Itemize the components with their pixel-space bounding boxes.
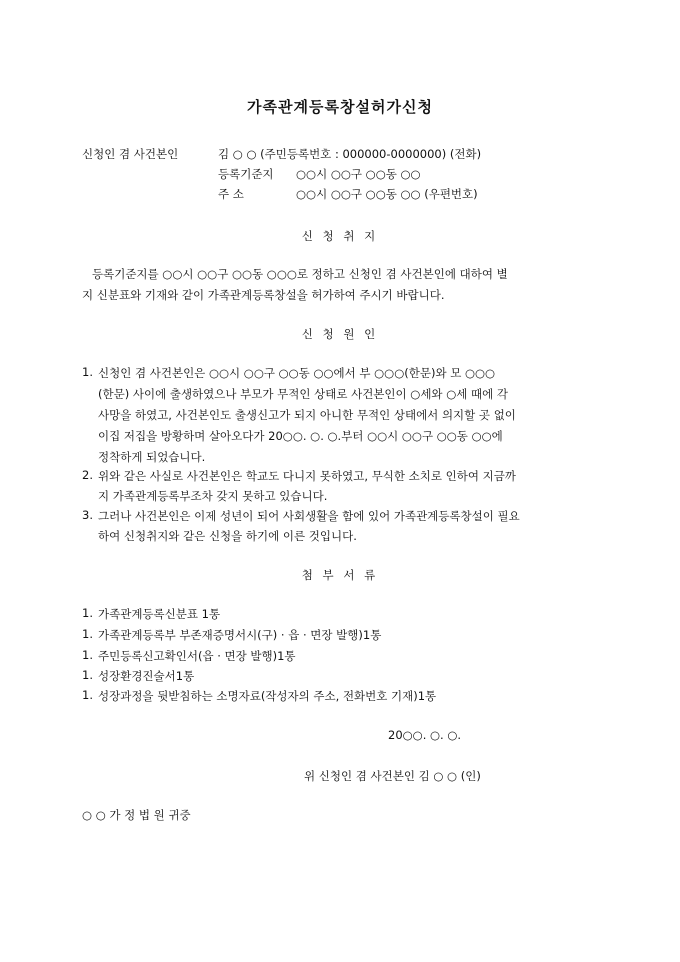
- applicant-name-line: 김 ○ ○ (주민등록번호 : 000000-0000000) (전화): [218, 147, 482, 161]
- cause-item-line: 그러나 사건본인은 이제 성년이 되어 사회생활을 함에 있어 가족관계등록창설이 필요: [98, 509, 520, 523]
- purpose-line-2: 지 신분표와 기재와 같이 가족관계등록창설을 허가하여 주시기 바랍니다.: [82, 288, 445, 302]
- cause-item-line: (한문) 사이에 출생하였으나 부모가 무적인 상태로 사건본인이 ○세와 ○세 때에 각: [98, 387, 508, 401]
- attachment-number: 1.: [82, 606, 93, 620]
- attachment-number: 1.: [82, 627, 93, 641]
- court-addressee: ○ ○ 가 정 법 원 귀중: [82, 808, 191, 822]
- attachment-item: 성장환경진술서1통: [98, 669, 195, 683]
- cause-item-number: 1.: [82, 365, 93, 379]
- cause-item-number: 3.: [82, 508, 93, 522]
- document-title: 가족관계등록창설허가신청: [247, 98, 433, 116]
- cause-item-line: 사망을 하였고, 사건본인도 출생신고가 되지 아니한 무적인 상태에서 의지할 곳 없이: [98, 408, 516, 422]
- attachment-number: 1.: [82, 688, 93, 702]
- registration-base-label: 등록기준지: [218, 167, 274, 181]
- applicant-label: 신청인 겸 사건본인: [82, 147, 179, 161]
- purpose-heading: 신 청 취 지: [301, 229, 379, 243]
- cause-item-line: 하여 신청취지와 같은 신청을 하기에 이른 것입니다.: [98, 529, 357, 543]
- attachment-item: 가족관계등록신분표 1통: [98, 607, 221, 621]
- address-label: 주 소: [218, 187, 244, 201]
- attachments-heading: 첨 부 서 류: [301, 568, 379, 582]
- address-value: ○○시 ○○구 ○○동 ○○ (우편번호): [296, 187, 478, 201]
- cause-item-line: 신청인 겸 사건본인은 ○○시 ○○구 ○○동 ○○에서 부 ○○○(한문)와 모 ○○○: [98, 366, 496, 380]
- cause-item-line: 정착하게 되었습니다.: [98, 450, 206, 464]
- signature-line: 위 신청인 겸 사건본인 김 ○ ○ (인): [304, 769, 481, 783]
- cause-heading: 신 청 원 인: [301, 327, 379, 341]
- attachment-item: 주민등록신고확인서(읍 · 면장 발행)1통: [98, 649, 296, 663]
- registration-base-value: ○○시 ○○구 ○○동 ○○: [296, 167, 421, 181]
- cause-item-number: 2.: [82, 468, 93, 482]
- attachment-number: 1.: [82, 668, 93, 682]
- application-date: 20○○. ○. ○.: [388, 728, 462, 742]
- cause-item-line: 지 가족관계등록부조차 갖지 못하고 있습니다.: [98, 489, 328, 503]
- attachment-item: 성장과정을 뒷받침하는 소명자료(작성자의 주소, 전화번호 기재)1통: [98, 689, 437, 703]
- purpose-line-1: 등록기준지를 ○○시 ○○구 ○○동 ○○○로 정하고 신청인 겸 사건본인에 대하여 별: [92, 267, 508, 281]
- cause-item-line: 이집 저집을 방황하며 살아오다가 20○○. ○. ○.부터 ○○시 ○○구 ○○동 ○○에: [98, 429, 503, 443]
- attachment-item: 가족관계등록부 부존재증명서시(구) · 읍 · 면장 발행)1통: [98, 628, 382, 642]
- attachment-number: 1.: [82, 648, 93, 662]
- cause-item-line: 위와 같은 사실로 사건본인은 학교도 다니지 못하였고, 무식한 소치로 인하여 지금까: [98, 469, 516, 483]
